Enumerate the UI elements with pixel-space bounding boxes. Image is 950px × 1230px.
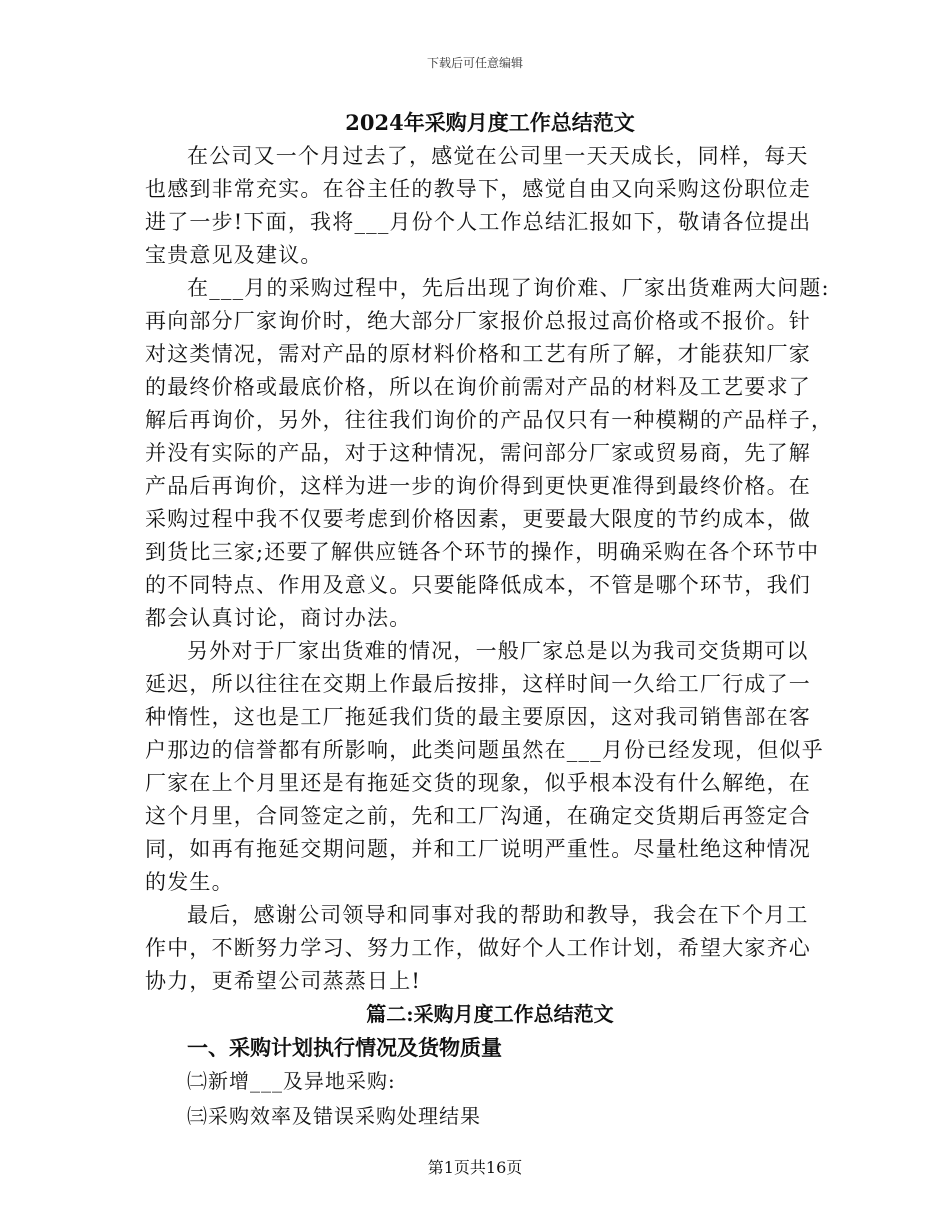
paragraph-line: 另外对于厂家出货难的情况，一般厂家总是以为我司交货期可以 bbox=[187, 639, 809, 663]
sub-item-2: ㈡新增___及异地采购: bbox=[187, 1069, 396, 1093]
heading-1: 一、采购计划执行情况及货物质量 bbox=[187, 1035, 502, 1060]
paragraph-line: 这个月里，合同签定之前，先和工厂沟通，在确定交货期后再签定合 bbox=[145, 804, 811, 828]
paragraph-line: 的不同特点、作用及意义。只要能降低成本，不管是哪个环节，我们 bbox=[145, 573, 811, 597]
paragraph-line: 再向部分厂家询价时，绝大部分厂家报价总报过高价格或不报价。针 bbox=[145, 309, 811, 333]
paragraph-line: 的最终价格或最底价格，所以在询价前需对产品的材料及工艺要求了 bbox=[145, 375, 811, 399]
paragraph-line: 协力，更希望公司蒸蒸日上! bbox=[145, 969, 422, 993]
document-title: 2024年采购月度工作总结范文 bbox=[345, 110, 635, 135]
paragraph-line: 的发生。 bbox=[145, 870, 234, 894]
header-note: 下载后可任意编辑 bbox=[426, 56, 523, 70]
paragraph-line: 解后再询价，另外，往往我们询价的产品仅只有一种模糊的产品样子， bbox=[145, 408, 834, 432]
paragraph-line: 户那边的信誉都有所影响，此类问题虽然在___月份已经发现，但似乎 bbox=[145, 738, 824, 762]
paragraph-line: 也感到非常充实。在谷主任的教导下，感觉自由又向采购这份职位走 bbox=[145, 177, 811, 201]
paragraph-line: 到货比三家;还要了解供应链各个环节的操作，明确采购在各个环节中 bbox=[145, 540, 820, 564]
paragraph-line: 厂家在上个月里还是有拖延交货的现象，似乎根本没有什么解绝，在 bbox=[145, 771, 811, 795]
paragraph-line: 同，如再有拖延交期问题，并和工厂说明严重性。尽量杜绝这种情况 bbox=[145, 837, 811, 861]
paragraph-line: 最后，感谢公司领导和同事对我的帮助和教导，我会在下个月工 bbox=[187, 903, 809, 927]
paragraph-line: 宝贵意见及建议。 bbox=[145, 243, 323, 267]
paragraph-line: 采购过程中我不仅要考虑到价格因素，更要最大限度的节约成本，做 bbox=[145, 507, 811, 531]
paragraph-3 bbox=[145, 635, 824, 899]
sub-item-3: ㈢采购效率及错误采购处理结果 bbox=[187, 1104, 481, 1128]
paragraph-line: 进了一步!下面，我将___月份个人工作总结汇报如下，敬请各位提出 bbox=[145, 210, 812, 234]
paragraph-1 bbox=[145, 140, 812, 272]
section-title: 篇二:采购月度工作总结范文 bbox=[366, 1002, 614, 1026]
document-page bbox=[145, 106, 834, 1134]
paragraph-line: 延迟，所以往往在交期上作最后按排，这样时间一久给工厂行成了一 bbox=[145, 672, 811, 696]
paragraph-line: 都会认真讨论，商讨办法。 bbox=[145, 606, 412, 630]
paragraph-4 bbox=[145, 899, 811, 998]
paragraph-2 bbox=[145, 272, 834, 635]
paragraph-line: 并没有实际的产品，对于这种情况，需问部分厂家或贸易商，先了解 bbox=[145, 441, 811, 465]
paragraph-line: 对这类情况，需对产品的原材料价格和工艺有所了解，才能获知厂家 bbox=[145, 342, 811, 366]
paragraph-line: 作中，不断努力学习、努力工作，做好个人工作计划，希望大家齐心 bbox=[145, 936, 811, 960]
paragraph-line: 产品后再询价，这样为进一步的询价得到更快更准得到最终价格。在 bbox=[145, 474, 811, 498]
paragraph-line: 在公司又一个月过去了，感觉在公司里一天天成长，同样，每天 bbox=[187, 144, 809, 168]
paragraph-line: 在___月的采购过程中，先后出现了询价难、厂家出货难两大问题: bbox=[187, 276, 830, 300]
page-footer: 第1页共16页 bbox=[427, 1158, 523, 1177]
paragraph-line: 种惰性，这也是工厂拖延我们货的最主要原因，这对我司销售部在客 bbox=[145, 705, 811, 729]
